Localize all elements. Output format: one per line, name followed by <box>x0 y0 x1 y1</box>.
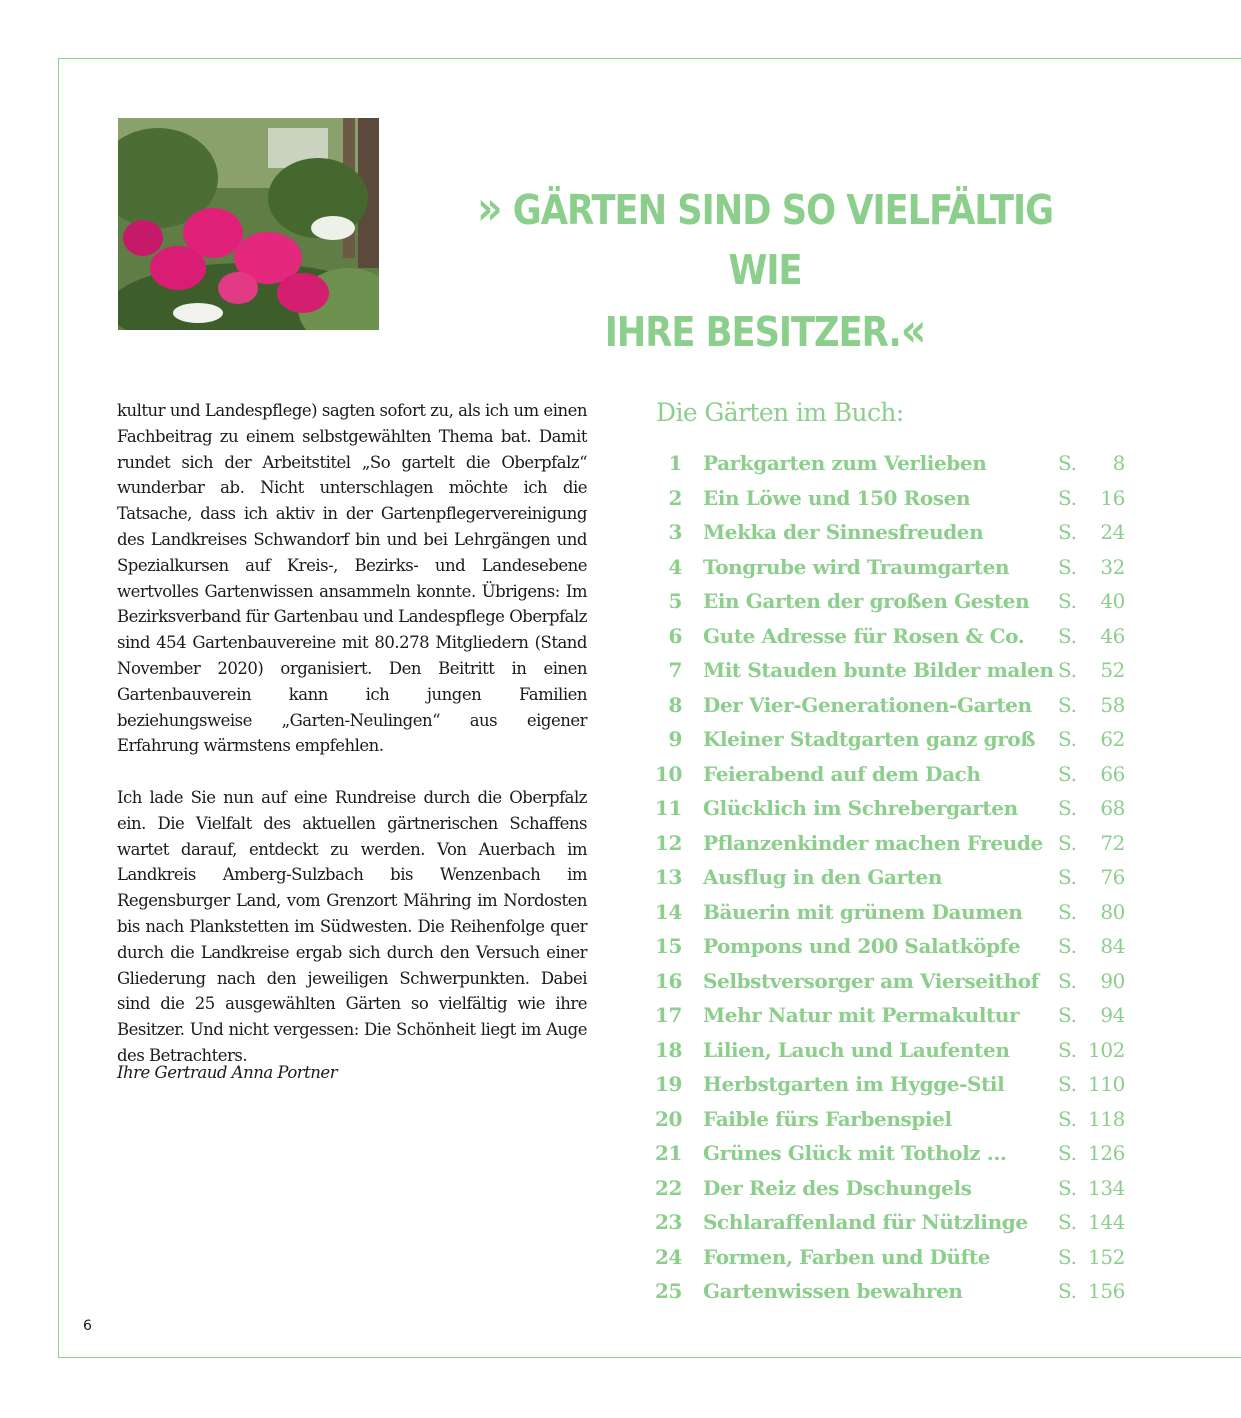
toc-entry-number: 25 <box>654 1279 682 1303</box>
toc-entry-title: Formen, Farben und Düfte <box>703 1244 991 1269</box>
toc-entry <box>648 482 1128 517</box>
toc-entry-prefix: S. <box>1058 761 1077 786</box>
toc-entry-number: 20 <box>654 1106 682 1131</box>
toc-entry-page: 110 <box>1088 1072 1125 1096</box>
toc-entry-page: 40 <box>1100 589 1125 613</box>
toc-entry-page: 80 <box>1100 899 1125 924</box>
toc-entry-page: 126 <box>1088 1141 1125 1165</box>
toc-entry-page: 46 <box>1100 623 1125 648</box>
toc-entry <box>648 1103 1128 1138</box>
toc-entry-number: 13 <box>654 865 682 889</box>
toc-entry-prefix: S. <box>1058 796 1077 820</box>
toc-entry <box>648 1068 1128 1103</box>
toc-entry <box>648 758 1128 793</box>
page-number: 6 <box>83 1318 92 1334</box>
toc-entry-prefix: S. <box>1058 589 1077 613</box>
toc-entry-prefix: S. <box>1058 1141 1077 1165</box>
pull-quote-text-1: GÄRTEN SIND SO VIELFÄLTIG WIE <box>512 186 1053 294</box>
toc-entry-prefix: S. <box>1058 520 1077 544</box>
toc-entry <box>648 447 1128 482</box>
toc-entry-number: 2 <box>668 485 682 510</box>
toc-entry-page: 94 <box>1100 1003 1125 1027</box>
toc-entry <box>648 551 1128 586</box>
body-text <box>117 398 587 1069</box>
toc-entry <box>648 792 1128 827</box>
toc-entry-page: 58 <box>1100 692 1125 717</box>
toc-entry-prefix: S. <box>1058 865 1077 889</box>
toc-entry-title: Schlaraffenland für Nützlinge <box>703 1210 1028 1234</box>
toc-entry-prefix: S. <box>1058 1279 1077 1303</box>
toc-entry-number: 5 <box>668 589 682 613</box>
toc-entry <box>648 620 1128 655</box>
toc-entry-title: Faible fürs Farbenspiel <box>703 1106 952 1131</box>
toc-entry-prefix: S. <box>1058 934 1077 958</box>
toc-entry-page: 84 <box>1100 934 1125 958</box>
toc-entry-number: 22 <box>654 1175 682 1200</box>
toc-entry-number: 15 <box>654 934 682 958</box>
toc-entry-number: 17 <box>654 1003 682 1027</box>
toc-entry-title: Mit Stauden bunte Bilder malen <box>703 658 1054 682</box>
toc-entry <box>648 827 1128 862</box>
garden-photo <box>118 118 379 330</box>
signature: Ihre Gertraud Anna Portner <box>117 1063 338 1082</box>
toc-entry-title: Grünes Glück mit Totholz ... <box>703 1141 1007 1165</box>
toc-entry-page: 16 <box>1100 485 1125 510</box>
toc-entry-title: Mekka der Sinnesfreuden <box>703 520 984 544</box>
toc-entry-prefix: S. <box>1058 1037 1077 1062</box>
toc-entry-page: 134 <box>1088 1175 1125 1200</box>
toc-entry-prefix: S. <box>1058 692 1077 717</box>
toc-entry-prefix: S. <box>1058 830 1077 855</box>
toc-entry-page: 72 <box>1100 830 1125 855</box>
toc-entry-prefix: S. <box>1058 451 1077 475</box>
toc-entry-prefix: S. <box>1058 554 1077 579</box>
toc-entry <box>648 516 1128 551</box>
toc-entry-title: Kleiner Stadtgarten ganz groß <box>703 727 1036 751</box>
toc-entry-prefix: S. <box>1058 1175 1077 1200</box>
toc-entry <box>648 585 1128 620</box>
toc-entry <box>648 689 1128 724</box>
toc-entry-prefix: S. <box>1058 658 1077 682</box>
toc-entry <box>648 861 1128 896</box>
body-paragraph-1: kultur und Landespflege) sagten sofort zu, als ich um einen Fachbeitrag zu einem selbstgewählten Thema bat. Damit rundet sich der Arbeitstitel „So gartelt die Oberpfalz“ wunderbar ab. Nicht unterschlagen möchte ich die Tatsache, dass ich aktiv in der Gartenpflegervereinigung des Landkreises Schwandorf bin und bei Lehrgängen und Spezialkursen auf Kreis-, Bezirks- und Landesebene wertvolles Gartenwissen ansammeln konnte. Übrigens: Im Bezirksverband für Gartenbau und Landespflege Oberpfalz sind 454 Gartenbauvereine mit 80.278 Mitgliedern (Stand November 2020) organisiert. Den Beitritt in einen Gartenbauverein kann ich jungen Familien beziehungsweise „Garten-Neulingen“ aus eigener Erfahrung wärmstens empfehlen. <box>117 401 587 756</box>
toc-entry-title: Der Reiz des Dschungels <box>703 1175 972 1200</box>
toc-entry-page: 52 <box>1100 658 1125 682</box>
toc-entry-page: 102 <box>1088 1037 1125 1062</box>
toc-entry-page: 76 <box>1100 865 1125 889</box>
toc-entry <box>648 1241 1128 1276</box>
toc-entry-title: Lilien, Lauch und Laufenten <box>703 1037 1010 1062</box>
toc-entry-number: 18 <box>654 1037 682 1062</box>
toc-entry <box>648 999 1128 1034</box>
pull-quote <box>468 178 1061 362</box>
toc-entry-prefix: S. <box>1058 1003 1077 1027</box>
toc-entry-number: 24 <box>654 1244 682 1269</box>
toc-entry-number: 21 <box>654 1141 682 1165</box>
toc-entry-title: Parkgarten zum Verlieben <box>703 451 987 475</box>
toc-entry-prefix: S. <box>1058 1210 1077 1234</box>
toc-entry <box>648 1206 1128 1241</box>
toc-entry-page: 152 <box>1088 1244 1125 1269</box>
toc-entry <box>648 654 1128 689</box>
body-paragraph-2: Ich lade Sie nun auf eine Rundreise durch die Oberpfalz ein. Die Vielfalt des aktuellen gärtnerischen Schaffens wartet darauf, entdeckt zu werden. Von Auerbach im Landkreis Amberg-Sulzbach bis Wenzenbach im Regensburger Land, vom Grenzort Mähring im Nordosten bis nach Plankstetten im Südwesten. Die Reihenfolge quer durch die Landkreise ergab sich durch den Versuch einer Gliederung nach den jeweiligen Schwerpunkten. Dabei sind die 25 ausgewählten Gärten so vielfältig wie ihre Besitzer. Und nicht vergessen: Die Schönheit liegt im Auge des Betrachters. <box>117 787 587 1065</box>
toc-entry-title: Pflanzenkinder machen Freude <box>703 830 1043 855</box>
toc-entry <box>648 896 1128 931</box>
toc-entry-title: Ein Löwe und 150 Rosen <box>703 485 971 510</box>
toc-entry-number: 23 <box>654 1210 682 1234</box>
toc-entry-prefix: S. <box>1058 623 1077 648</box>
toc-entry-number: 16 <box>654 968 682 993</box>
toc-entry-prefix: S. <box>1058 485 1077 510</box>
toc-entry-number: 12 <box>654 830 682 855</box>
toc-entry <box>648 1172 1128 1207</box>
toc-entry-page: 68 <box>1100 796 1125 820</box>
open-guillemet: » <box>477 181 502 235</box>
toc-entry-title: Ausflug in den Garten <box>703 865 943 889</box>
toc-entry <box>648 930 1128 965</box>
toc-entry <box>648 1034 1128 1069</box>
toc-entry-prefix: S. <box>1058 1106 1077 1131</box>
toc-entry-number: 1 <box>668 451 682 475</box>
toc-entry-prefix: S. <box>1058 1072 1077 1096</box>
toc-entry-page: 8 <box>1112 451 1125 475</box>
pull-quote-line-1 <box>468 178 1061 300</box>
toc-entry-number: 14 <box>654 899 682 924</box>
toc-entry-title: Herbstgarten im Hygge-Stil <box>703 1072 1005 1096</box>
toc-entry-prefix: S. <box>1058 1244 1077 1269</box>
toc-entry-number: 19 <box>654 1072 682 1096</box>
toc-entry-page: 24 <box>1100 520 1125 544</box>
toc-entry-page: 118 <box>1088 1106 1125 1131</box>
toc-entry-title: Tongrube wird Traumgarten <box>703 554 1010 579</box>
toc-entry-title: Pompons und 200 Salatköpfe <box>703 934 1021 958</box>
toc-entry-page: 62 <box>1100 727 1125 751</box>
toc-entry-number: 9 <box>668 727 682 751</box>
toc-entry-page: 32 <box>1100 554 1125 579</box>
toc-entry-page: 144 <box>1088 1210 1125 1234</box>
toc-entry-prefix: S. <box>1058 899 1077 924</box>
toc-entry <box>648 965 1128 1000</box>
toc-entry-prefix: S. <box>1058 968 1077 993</box>
toc-entry-title: Der Vier-Generationen-Garten <box>703 692 1032 717</box>
toc-entry-number: 8 <box>668 692 682 717</box>
toc-entry-prefix: S. <box>1058 727 1077 751</box>
toc-entry <box>648 1275 1128 1310</box>
toc-entry-page: 156 <box>1088 1279 1125 1303</box>
toc-entry-number: 4 <box>668 554 682 579</box>
pull-quote-line-2 <box>468 300 1061 362</box>
toc-title: Die Gärten im Buch: <box>656 398 904 427</box>
toc-entry-number: 10 <box>654 761 682 786</box>
toc-entry-page: 66 <box>1100 761 1125 786</box>
toc-entry-number: 11 <box>654 796 682 820</box>
toc-entry-title: Selbstversorger am Vierseithof <box>703 968 1039 993</box>
toc-entry-title: Gute Adresse für Rosen & Co. <box>703 623 1025 648</box>
table-of-contents <box>648 447 1128 1310</box>
close-guillemet: « <box>900 303 926 357</box>
toc-entry-title: Mehr Natur mit Permakultur <box>703 1003 1020 1027</box>
toc-entry-title: Ein Garten der großen Gesten <box>703 589 1030 613</box>
toc-entry-page: 90 <box>1100 968 1125 993</box>
toc-entry <box>648 723 1128 758</box>
toc-entry-number: 6 <box>668 623 682 648</box>
toc-entry-title: Feierabend auf dem Dach <box>703 761 981 786</box>
toc-entry-number: 7 <box>668 658 682 682</box>
toc-entry-title: Glücklich im Schrebergarten <box>703 796 1018 820</box>
toc-entry-title: Bäuerin mit grünem Daumen <box>703 899 1023 924</box>
toc-entry-title: Gartenwissen bewahren <box>703 1279 963 1303</box>
pull-quote-text-2: IHRE BESITZER. <box>604 308 901 356</box>
toc-entry-number: 3 <box>668 520 682 544</box>
toc-entry <box>648 1137 1128 1172</box>
